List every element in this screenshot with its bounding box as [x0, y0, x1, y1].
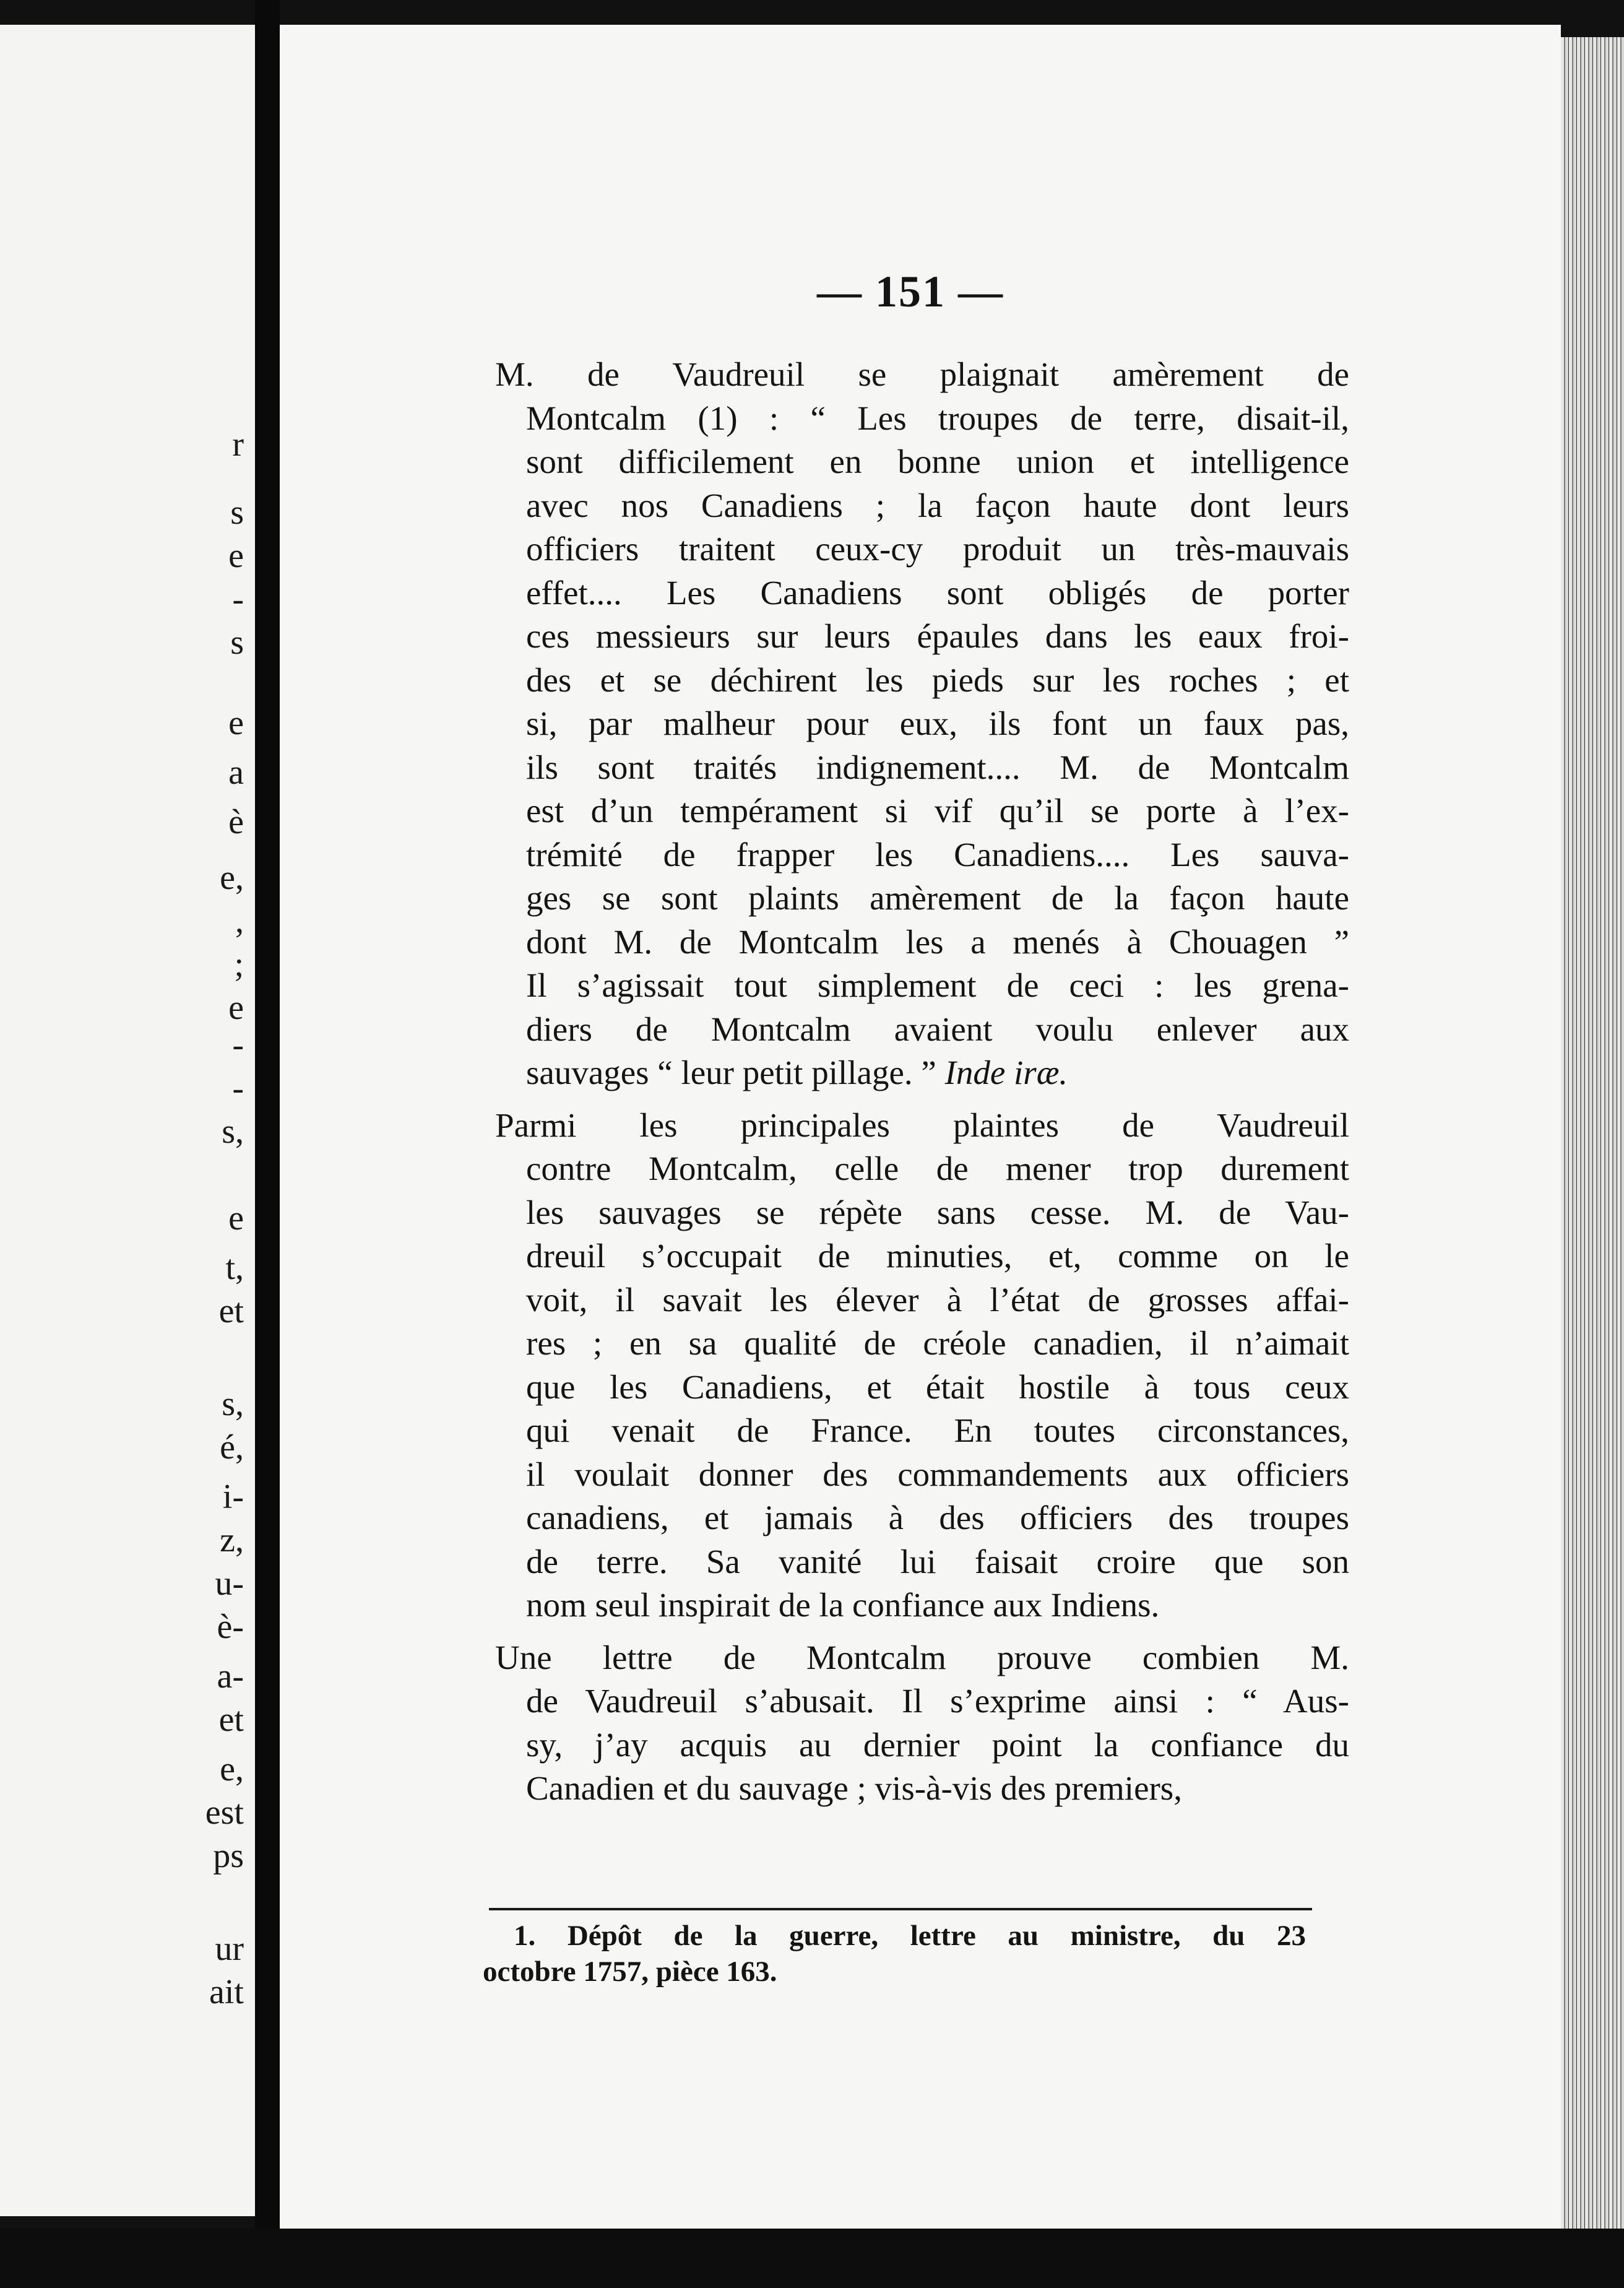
text-line: res ; en sa qualité de créole canadien, il n’aimait [526, 1324, 1349, 1362]
text-line: il voulait donner des commandements aux officiers [526, 1455, 1349, 1493]
facing-page-fragment: u- [215, 1564, 244, 1603]
facing-page-fragment: est [205, 1793, 244, 1832]
facing-page-fragment: e [228, 1199, 244, 1237]
facing-page-fragment: e, [220, 859, 244, 897]
facing-page-fragment: é, [220, 1428, 244, 1467]
text-line: est d’un tempérament si vif qu’il se porte à l’ex- [526, 792, 1349, 830]
facing-page-fragment: è- [217, 1608, 244, 1646]
facing-page-fragment: - [232, 1069, 244, 1107]
text-line: M. de Vaudreuil se plaignait amèrement de [495, 355, 1349, 393]
footnote-line: octobre 1757, pièce 163. [483, 1956, 777, 1988]
facing-page-fragment: et [218, 1701, 244, 1739]
text-line: des et se déchirent les pieds sur les roches ; et [526, 661, 1349, 699]
bottom-edge [0, 2229, 1624, 2288]
facing-page-fragment: s [230, 623, 244, 662]
book-gutter [255, 0, 280, 2288]
footnote [483, 1918, 1306, 1990]
facing-page-fragment: s [230, 493, 244, 532]
body-text [495, 353, 1349, 1811]
text-line: nom seul inspirait de la confiance aux Indiens. [526, 1586, 1160, 1624]
text-line: Il s’agissait tout simplement de ceci : les grena- [526, 966, 1349, 1004]
facing-page-fragment: - [232, 1026, 244, 1064]
text-line: sont difficilement en bonne union et intelligence [526, 443, 1349, 480]
text-line: avec nos Canadiens ; la façon haute dont leurs [526, 486, 1349, 524]
facing-page-fragment: è [228, 803, 244, 841]
text-line: qui venait de France. En toutes circonstances, [526, 1411, 1349, 1449]
facing-page-fragment: r [232, 425, 244, 464]
text-line: officiers traitent ceux-cy produit un très-mauvais [526, 530, 1349, 568]
facing-page-fragment: - [232, 580, 244, 618]
left-page-edge [0, 25, 255, 2216]
facing-page-fragment: e [228, 704, 244, 742]
text-line: dreuil s’occupait de minuties, et, comme on le [526, 1237, 1349, 1275]
facing-page-fragment: a- [217, 1657, 244, 1696]
facing-page-fragment: et [218, 1292, 244, 1330]
facing-page-fragment: a [228, 753, 244, 792]
facing-page-fragment: ps [213, 1837, 244, 1875]
text-line: Une lettre de Montcalm prouve combien M. [495, 1638, 1349, 1676]
text-line: sy, j’ay acquis au dernier point la confiance du [526, 1725, 1349, 1764]
footnote-line: 1. Dépôt de la guerre, lettre au ministre, du 23 [514, 1920, 1306, 1952]
text-line: diers de Montcalm avaient voulu enlever aux [526, 1010, 1349, 1048]
facing-page-fragment: e, [220, 1750, 244, 1788]
facing-page-fragment: i- [222, 1478, 244, 1516]
paragraph-3 [495, 1636, 1349, 1811]
page-edges [1561, 37, 1624, 2241]
facing-page-fragment: s, [222, 1112, 244, 1151]
text-line: Canadien et du sauvage ; vis-à-vis des premiers, [526, 1769, 1182, 1807]
facing-page-fragment: z, [220, 1521, 244, 1559]
text-line: Montcalm (1) : “ Les troupes de terre, disait-il, [526, 399, 1349, 437]
text-line: ils sont traités indignement.... M. de Montcalm [526, 748, 1349, 786]
text-line: les sauvages se répète sans cesse. M. de Vau- [526, 1193, 1349, 1231]
text-line: sauvages “ leur petit pillage. ” Inde iræ. [526, 1054, 1068, 1091]
paragraph-1 [495, 353, 1349, 1095]
footnote-rule [489, 1908, 1312, 1910]
text-line: voit, il savait les élever à l’état de grosses affai- [526, 1280, 1349, 1319]
facing-page-fragment: e [228, 537, 244, 575]
text-line: canadiens, et jamais à des officiers des troupes [526, 1499, 1349, 1536]
text-line: si, par malheur pour eux, ils font un faux pas, [526, 704, 1349, 742]
text-line: que les Canadiens, et était hostile à tous ceux [526, 1367, 1349, 1406]
text-line: de terre. Sa vanité lui faisait croire que son [526, 1542, 1349, 1580]
facing-page-fragment: s, [222, 1385, 244, 1423]
facing-page-fragment: ; [234, 945, 244, 984]
text-line: contre Montcalm, celle de mener trop durement [526, 1150, 1349, 1187]
text-line: dont M. de Montcalm les a menés à Chouagen ” [526, 922, 1349, 961]
text-line: trémité de frapper les Canadiens.... Les sauva- [526, 835, 1349, 873]
text-line: ges se sont plaints amèrement de la façon haute [526, 879, 1349, 917]
facing-page-fragment: ait [209, 1973, 244, 2011]
text-line: de Vaudreuil s’abusait. Il s’exprime ainsi : “ Aus- [526, 1682, 1349, 1720]
page-number: — 151 — [817, 267, 1004, 316]
facing-page-fragment: , [235, 902, 244, 940]
text-line: Parmi les principales plaintes de Vaudreuil [495, 1106, 1349, 1144]
facing-page-fragment: t, [225, 1249, 244, 1287]
text-line: ces messieurs sur leurs épaules dans les eaux froi- [526, 617, 1349, 655]
paragraph-2 [495, 1104, 1349, 1627]
facing-page-fragment: e [228, 989, 244, 1027]
text-line: effet.... Les Canadiens sont obligés de porter [526, 573, 1349, 612]
facing-page-fragment: ur [215, 1930, 244, 1968]
